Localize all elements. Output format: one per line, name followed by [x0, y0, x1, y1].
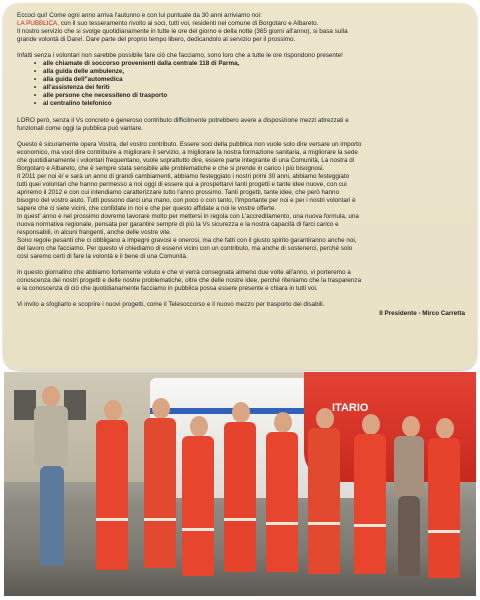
newsletter-line: In questo giornalino che abbiamo fortemente voluto e che vi verrà consegnata almeno due volte all'anno, vi porteremo a — [17, 269, 351, 277]
window — [14, 390, 36, 420]
list-item: • alle chiamate di soccorso provenienti dalla centrale 118 di Parma, — [43, 60, 469, 68]
body-line: così saremo certi di fare la volontà e il bene di una Comunità. — [17, 253, 188, 261]
body-line: che quotidianamente i volontari frequentano, vuole soprattutto dire, essere parte integrante di una Comunità, La nostra di — [17, 156, 355, 164]
body-line: nuova normativa regionale, pensata per garantire sempre di più la Vs sicurezza e la nostra capacità di farci carico e — [17, 221, 339, 229]
body-line: del lavoro che facciamo. Per questo vi chiediamo di esservi vicini con un contributo, ma anche di sostenerci, perché solo — [17, 245, 353, 253]
body-line: Questo è sicuramente opera Vostra, del vostro contributo. Essere soci della pubblica non vuole solo dire versare un importo — [17, 140, 362, 148]
intro-line-2-rest: con il suo tesseramento rivolto ai soci, tutti voi, residenti nel comune di Borgotaro e Albareto. — [59, 20, 319, 28]
body-line: Il 2011 per noi è/ e sarà un anno di grandi cambiamenti, abbiamo festeggiato i nostri primi 30 anni, abbiamo festeggiato — [17, 172, 350, 180]
contribution-line-1: LORO però, senza il Vs concreto e generoso contributo difficilmente potrebbero avere a disposizione mezzi attrezzati e — [17, 116, 349, 124]
letter-body — [17, 12, 469, 318]
vehicle-lettering: ITARIO — [332, 402, 369, 414]
body-line: In quest' anno e nel prossimo dovremo lavorare molto per mettersi in regola con L'accreditamento, una nuova formula, una — [17, 213, 359, 221]
group-photo — [4, 372, 476, 596]
volunteer-duties-list — [17, 60, 469, 108]
list-item: • alle persone che necessiteno di trasporto — [43, 92, 469, 100]
body-line: sapere che ci siete vicini, che confidate in noi e che per questo affidate a noi le vostre offerte. — [17, 204, 277, 212]
body-line: responsabili, in alcuni frangenti, anche delle vostre vite. — [17, 229, 172, 237]
list-item: • alla guida delle ambulenze, — [43, 68, 469, 76]
volunteers-lead: Infatti senza i volontari non sarebbe possibile fare ciò che facciamo, sono loro che a tutte le ore rispondono presente! — [17, 52, 343, 60]
newsletter-line: conoscenza dei nostri progetti e delle nostre problematiche, oltre che delle nostre idee, perché riteniamo che la trasparenza — [17, 277, 362, 285]
intro-line-1: Eccoci qui! Come ogni anno arriva l'autunno e con lui puntuale da 30 anni arriviamo noi: — [17, 12, 262, 19]
list-item: • alla guida dell"automedica — [43, 76, 469, 84]
letter-card — [3, 3, 477, 370]
newsletter-line: e la conoscenza di ciò che quotidianamente facciamo in pubblica possa essere presente e chiara in tutti voi. — [17, 285, 318, 293]
body-line: apriremo il 2012 e con cui intendiamo caratterizzare tutto l'anno prossimo. Tanti progetti, tante idee, che però hanno — [17, 188, 340, 196]
body-line: Sono regole pesanti che ci obbligano a impegni gravosi e onerosi, ma che fatti con il giusto spirito garantiranno anche noi, — [17, 237, 357, 245]
list-item: • all'assistenza dei feriti — [43, 84, 469, 92]
intro-line-4: grande volontà di Dare!. Dare parte del proprio tempo libero, dedicandolo al servizio per il prossimo. — [17, 36, 296, 44]
intro-line-2 — [17, 20, 469, 28]
org-name: LA PUBBLICA, — [17, 20, 59, 28]
body-line: Borgotaro e Albareto, che è sempre stata sensibile alle problematiche e che si prende in carico i più bisognosi. — [17, 164, 325, 172]
invitation-line: Vi invito a sfogliarlo e scoprire i nuovi progetti, come il Telesoccorso e il nuovo mezzo per trasporto dei disabili. — [17, 301, 325, 309]
intro-line-3: Il nostro servizio che si svolge quotidianamente in tutte le ore del giorno e della notte (365 giorni all'anno), si basa sulla — [17, 28, 348, 36]
body-line: tutti quei volontari che hanno permesso a noi oggi di essere qui a prospettarvi tanti progetti e tante idee nuove, con cui — [17, 180, 347, 188]
list-item: • al centralino telefonico — [43, 100, 469, 108]
signature: Il Presidente - Mirco Carretta — [379, 309, 465, 317]
contribution-line-2: funzionali come oggi la pubblica può vantare. — [17, 124, 144, 132]
body-line: bisogno del vostro aiuto. Tutti possono darci una mano, con poco o con tanto, l'importante per noi e per i nostri volontari è — [17, 196, 356, 204]
body-line: economico, ma vuol dire contribuire a migliorare il servizio, a migliorare la nostra formazione sanitaria, a migliorare la sede — [17, 148, 358, 156]
